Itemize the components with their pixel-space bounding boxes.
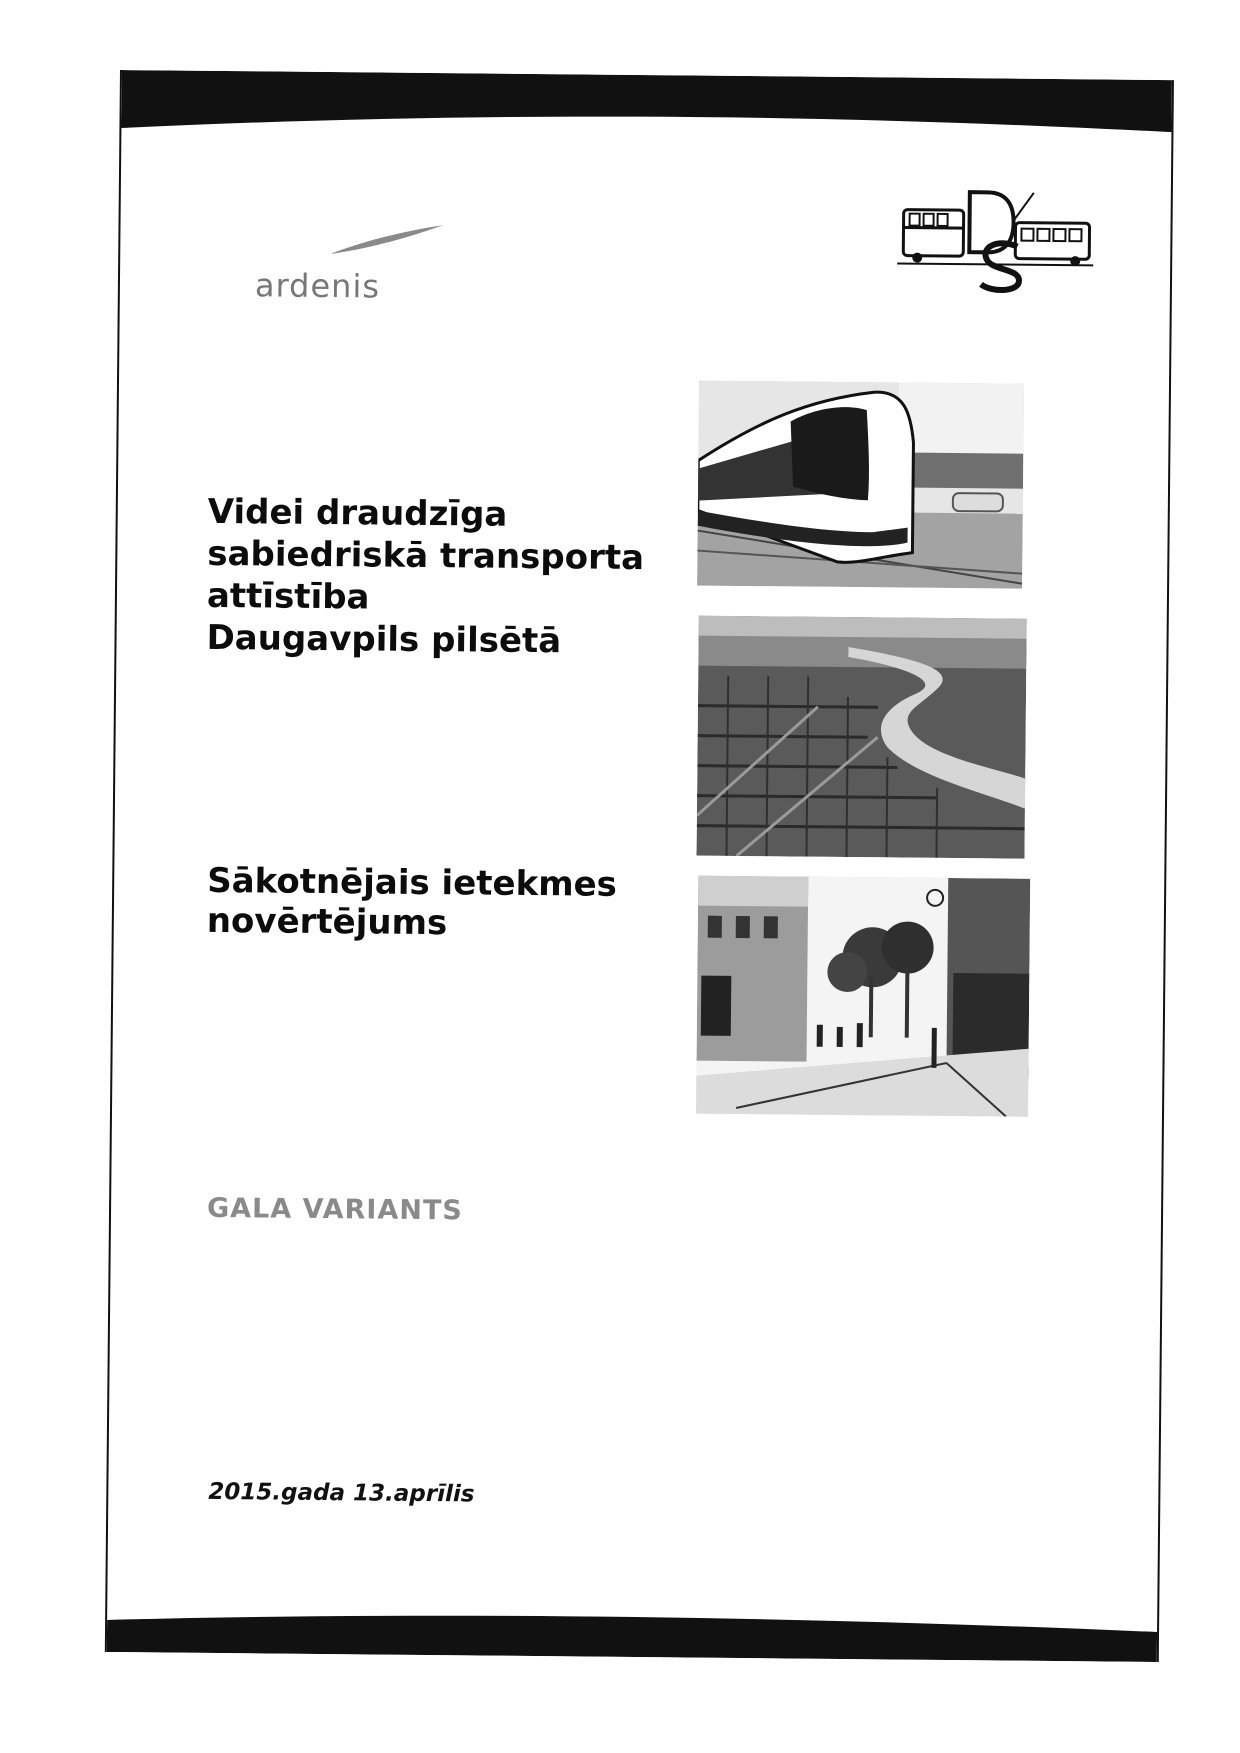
subtitle-line: Sākotnējais ietekmes — [207, 860, 618, 905]
ardenis-logo-text: ardenis — [254, 266, 381, 306]
page-frame — [105, 70, 1174, 1662]
subtitle-line: novērtējums — [206, 900, 448, 944]
ardenis-logo — [255, 221, 456, 313]
street-photo — [696, 876, 1030, 1117]
tram-photo — [697, 381, 1024, 589]
tram-image — [697, 381, 1024, 589]
bottom-band — [107, 1602, 1157, 1662]
status-label: GALA VARIANTS — [206, 1192, 463, 1227]
ardenis-swoosh-icon — [325, 222, 445, 263]
title-line: Videi draudzīga — [207, 491, 508, 535]
document-date: 2015.gada 13.aprīlis — [208, 1478, 475, 1508]
street-image — [696, 876, 1030, 1117]
title-line: sabiedriskā transporta — [207, 533, 645, 579]
aerial-image — [696, 616, 1026, 859]
document-subtitle — [207, 861, 668, 945]
ds-transport-logo — [895, 187, 1096, 294]
document-title — [206, 491, 688, 664]
bus-tram-icon — [895, 187, 1096, 294]
bottom-band-shape — [107, 1602, 1157, 1662]
top-band-shape — [121, 70, 1172, 150]
title-line: attīstība — [206, 575, 370, 618]
top-band — [121, 70, 1172, 150]
title-line: Daugavpils pilsētā — [206, 617, 562, 662]
aerial-city-photo — [696, 616, 1026, 859]
